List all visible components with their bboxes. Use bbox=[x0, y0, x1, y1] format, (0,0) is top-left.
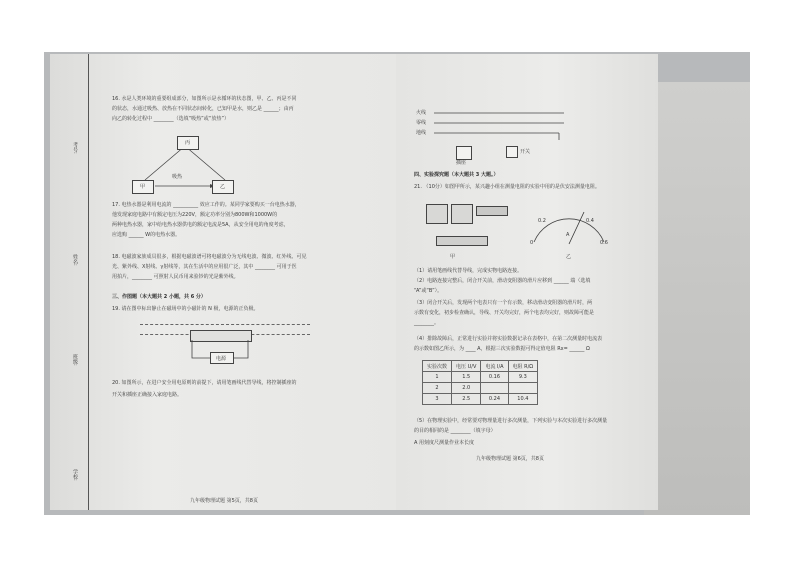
right-page bbox=[396, 54, 658, 510]
q16-line3: 向乙的转化过程中 ________（选填“吸热”或“放热”） bbox=[112, 116, 229, 122]
q17-line1: 17. 电热水器是利用电流的 __________ 效应工作的。某同学家要购买一台电热水器， bbox=[112, 202, 300, 208]
sidebar-xingming: 姓名: bbox=[72, 254, 78, 266]
meter-tick-04: 0.4 bbox=[586, 218, 594, 224]
q21-s1: （1）请用笔画线代替导线，完成实物电路连接。 bbox=[414, 268, 523, 274]
q21-s5c: A 用刻度尺测量作业本长度 bbox=[414, 440, 475, 446]
table-cell bbox=[481, 383, 508, 394]
voltmeter bbox=[426, 204, 448, 224]
q17-line3: 两种电热水器，家中给电热水器供电的额定电流是5A，从安全用电的角度考虑， bbox=[112, 222, 289, 228]
q21-s4a: （4）排除故障后，正常进行实验并将实验数据记录在表格中，在第二次测量时电流表 bbox=[414, 336, 603, 342]
arrow-label-xire: 吸热 bbox=[172, 174, 183, 180]
socket-icon bbox=[456, 146, 472, 160]
exam-photo bbox=[44, 52, 750, 515]
table-cell: 9.3 bbox=[508, 372, 538, 383]
sidebar-banji: 班级: bbox=[72, 354, 78, 366]
home-circuit-diagram bbox=[434, 110, 574, 170]
q21-s3a: （3）闭合开关后，发现两个电表只有一个有示数，移动滑动变阻器的滑片时，两 bbox=[414, 300, 593, 306]
q16-line1: 16. 水是人类环境的重要组成部分，如图所示是水循环的状态图，甲、乙、丙是不同 bbox=[112, 96, 297, 102]
q18-line2: 光、紫外线、X射线、γ射线等，其在生活中的应用很广泛，其中 ________ 可用于医 bbox=[112, 264, 297, 270]
left-page bbox=[50, 54, 396, 510]
table-cell: 10.4 bbox=[508, 394, 538, 405]
node-yi: 乙 bbox=[212, 180, 234, 194]
table-cell: 2.5 bbox=[452, 394, 481, 405]
q20-line1: 20. 如图所示，在进户安全用电原则的前提下，请用笔画线代替导线，将控制插座的 bbox=[112, 380, 297, 386]
magnetic-field-line bbox=[140, 324, 310, 325]
q20-line2: 开关和插座正确接入家庭电路。 bbox=[112, 392, 183, 398]
left-footer: 九年级物理试题 第5页，共8页 bbox=[190, 498, 258, 504]
q19-line1: 19. 请在图中标出静止在磁场中的小磁针的 N 极，电源的正负极。 bbox=[112, 306, 259, 312]
table-cell: 3 bbox=[423, 394, 452, 405]
power-source: 电源 bbox=[210, 352, 234, 364]
table-row bbox=[423, 394, 538, 405]
q18-line1: 18. 电磁波家族成员很多，根据电磁波谱可将电磁波分为无线电波、微波、红外线、可见 bbox=[112, 254, 307, 260]
label-chazuo: 插座 bbox=[456, 160, 467, 166]
table-row bbox=[423, 372, 538, 383]
meter-unit: A bbox=[566, 232, 570, 238]
table-header-cell: 电流 I/A bbox=[481, 361, 508, 372]
rheostat bbox=[476, 206, 508, 216]
meter-tick-02: 0.2 bbox=[538, 218, 546, 224]
node-jia: 甲 bbox=[132, 180, 154, 194]
sidebar-kaohao: 考号: bbox=[72, 142, 78, 154]
switch-icon bbox=[506, 146, 518, 158]
resistor bbox=[436, 236, 488, 246]
q21-s3b: 示数有变化，初步检查确认，导线、开关均完好，两个电表均完好，则故障可能是 bbox=[414, 310, 595, 316]
q17-line4: 应选购 ______ W的电热水器。 bbox=[112, 232, 181, 238]
q21-s5a: （5）在物理实验中，经常要对物理量进行多次测量，下列实验与本次实验进行多次测量 bbox=[414, 418, 608, 424]
table-cell: 0.16 bbox=[481, 372, 508, 383]
section3-title: 三、作图题（本大题共 2 小题，共 6 分） bbox=[112, 294, 206, 300]
table-header-cell: 电压 U/V bbox=[452, 361, 481, 372]
table-header-row bbox=[423, 361, 538, 372]
table-cell: 0.24 bbox=[481, 394, 508, 405]
section4-title: 四、实验探究题（本大题共 3 大题。） bbox=[414, 172, 499, 178]
q18-line3: 用拍片，________ 可照射人民币用来验钞的光是紫外线。 bbox=[112, 274, 239, 280]
margin-line bbox=[88, 54, 89, 510]
q16-line2: 的状态，水通过吸热、放热在不同状态间转化，已知甲是水，则乙是 ______；由丙 bbox=[112, 106, 294, 112]
q17-line2: 他发现家庭电路中有额定电压为220V，额定功率分别为800W和1000W的 bbox=[112, 212, 278, 218]
meter-tick-0: 0 bbox=[530, 240, 534, 246]
q21-intro: 21. （10分）如图甲所示，某兴趣小组在测量电阻的实验中用的是伏安法测量电阻。 bbox=[414, 184, 600, 190]
table-cell: 2 bbox=[423, 383, 452, 394]
table-header-cell: 电阻 R/Ω bbox=[508, 361, 538, 372]
wire-lingxian: 零线 bbox=[416, 120, 427, 126]
table-cell: 1 bbox=[423, 372, 452, 383]
meter-tick-06: 0.6 bbox=[600, 240, 608, 246]
label-kaiguan: 开关 bbox=[520, 149, 531, 155]
node-bing: 丙 bbox=[177, 136, 199, 150]
table-cell: 1.5 bbox=[452, 372, 481, 383]
wire-huoxian: 火线 bbox=[416, 110, 427, 116]
table-cell: 2.0 bbox=[452, 383, 481, 394]
background-desk bbox=[644, 82, 750, 515]
data-table bbox=[422, 360, 538, 405]
q21-s4b: 的示数如图乙所示，为 ____ A，根据三次实验数据可得定值电阻 Rx= ______ Ω bbox=[414, 346, 590, 352]
q21-s2a: （2）电路连接完整后，闭合开关前，滑动变阻器的滑片应移到 ______ 端（选填 bbox=[414, 278, 591, 284]
table-cell bbox=[508, 383, 538, 394]
right-footer: 九年级物理试题 第6页，共8页 bbox=[476, 456, 544, 462]
label-yi: 乙 bbox=[566, 254, 572, 260]
q21-s5b: 的目的相同的是 ________（填字母） bbox=[414, 428, 496, 434]
label-jia: 甲 bbox=[450, 254, 456, 260]
q21-s2b: “A”或“B”）。 bbox=[414, 288, 443, 294]
ammeter bbox=[451, 204, 473, 224]
sidebar-xuexiao: 学校: bbox=[72, 469, 78, 481]
wire-dixian: 地线 bbox=[416, 130, 427, 136]
q21-s3c: ________。 bbox=[414, 320, 440, 326]
table-row bbox=[423, 383, 538, 394]
table-header-cell: 实验次数 bbox=[423, 361, 452, 372]
